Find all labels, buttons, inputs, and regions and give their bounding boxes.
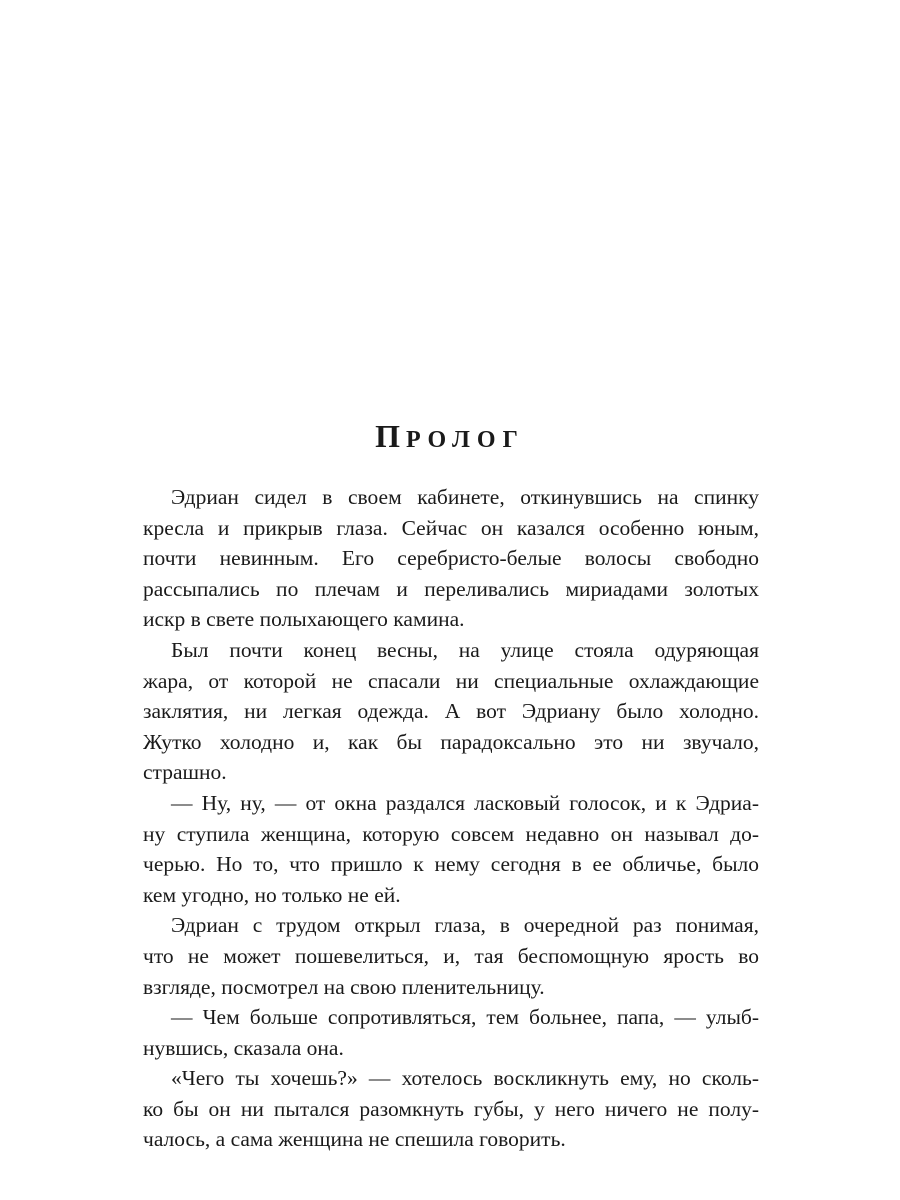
text-line: кресла и прикрыв глаза. Сейчас он казался особенно юным,: [143, 515, 759, 540]
text-line: жара, от которой не спасали ни специальные охлаждающие: [143, 668, 759, 693]
text-line: ко бы он ни пытался разомкнуть губы, у него ничего не полу-: [143, 1096, 759, 1121]
chapter-title: [0, 418, 900, 455]
text-line: черью. Но то, что пришло к нему сегодня в ее обличье, было: [143, 852, 759, 877]
text-line: чалось, а сама женщина не спешила говорить.: [143, 1127, 566, 1152]
text-line: взгляде, посмотрел на свою пленительницу.: [143, 974, 545, 999]
body-text: [143, 482, 759, 1155]
text-line: что не может пошевелиться, и, тая беспомощную ярость во: [143, 943, 759, 968]
text-line: Эдриан сидел в своем кабинете, откинувшись на спинку: [171, 485, 759, 509]
text-line: почти невинным. Его серебристо-белые волосы свободно: [143, 546, 759, 571]
text-line: Был почти конец весны, на улице стояла одуряющая: [171, 637, 759, 662]
text-line: — Ну, ну, — от окна раздался ласковый голосок, и к Эдриа-: [171, 790, 759, 815]
text-line: искр в свете полыхающего камина.: [143, 607, 465, 632]
text-line: нувшись, сказала она.: [143, 1035, 344, 1060]
text-line: Жутко холодно и, как бы парадоксально это ни звучало,: [143, 729, 759, 754]
chapter-title-rest: РОЛОГ: [406, 427, 525, 453]
text-line: «Чего ты хочешь?» — хотелось воскликнуть ему, но сколь-: [171, 1066, 759, 1091]
text-line: Эдриан с трудом открыл глаза, в очередной раз понимая,: [171, 913, 759, 938]
text-line: страшно.: [143, 760, 227, 785]
text-line: кем угодно, но только не ей.: [143, 882, 401, 907]
text-line: заклятия, ни легкая одежда. А вот Эдриану было холодно.: [143, 699, 759, 724]
text-line: ну ступила женщина, которую совсем недавно он называл до-: [143, 821, 759, 846]
text-line: — Чем больше сопротивляться, тем больнее, папа, — улыб-: [171, 1005, 759, 1030]
chapter-title-initial: П: [375, 418, 407, 454]
text-line: рассыпались по плечам и переливались мириадами золотых: [143, 576, 759, 601]
